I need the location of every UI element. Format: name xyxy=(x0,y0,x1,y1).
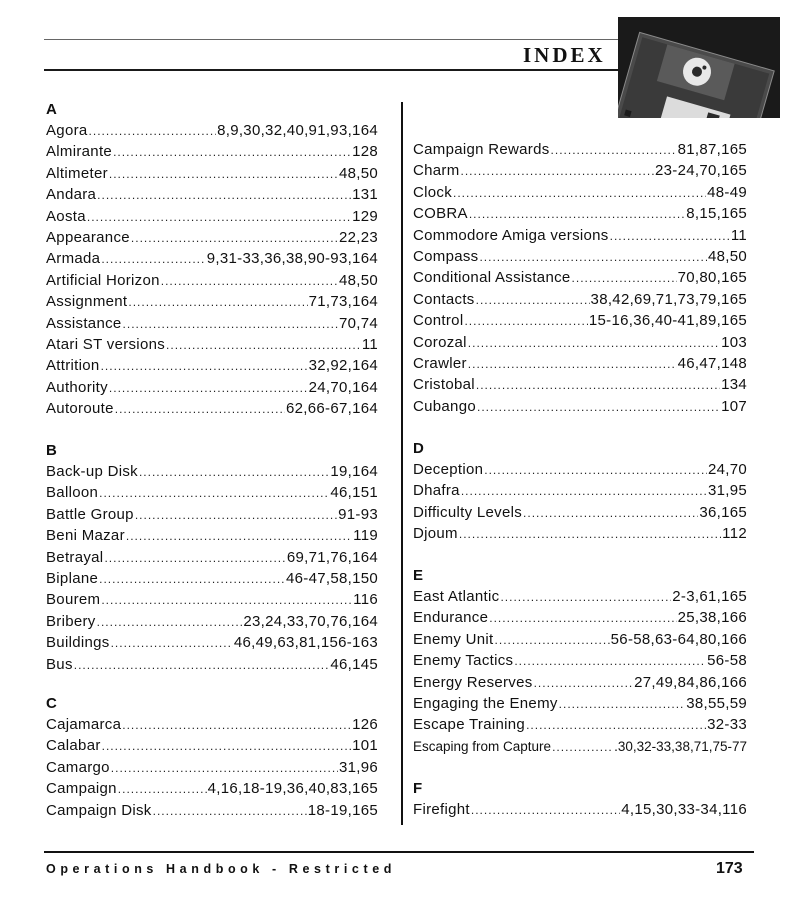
dot-leader xyxy=(523,503,698,524)
dot-leader xyxy=(572,268,677,289)
index-entry xyxy=(46,735,378,756)
index-entry xyxy=(413,203,747,224)
entry-pages: 48,50 xyxy=(707,247,747,265)
dot-leader xyxy=(552,737,613,758)
index-entry xyxy=(413,523,747,544)
index-entry xyxy=(46,547,378,568)
dot-leader xyxy=(534,673,634,694)
index-entry xyxy=(413,693,747,714)
index-entry xyxy=(413,629,747,650)
dot-leader xyxy=(131,228,338,249)
section-letter: C xyxy=(46,695,57,712)
entry-term: Betrayal xyxy=(46,548,104,566)
section-letter: F xyxy=(413,780,423,797)
entry-pages: 9,31-33,36,38,90-93,164 xyxy=(206,250,378,268)
dot-leader xyxy=(476,290,590,311)
dot-leader xyxy=(551,140,677,161)
index-entry xyxy=(46,525,378,546)
dot-leader xyxy=(113,142,351,163)
index-entry xyxy=(46,184,378,205)
entry-term: Commodore Amiga versions xyxy=(413,226,609,244)
entry-pages: 48,50 xyxy=(338,164,378,182)
entry-term: Calabar xyxy=(46,737,101,755)
entry-pages: 46-47,58,150 xyxy=(285,569,378,587)
dot-leader xyxy=(123,314,338,335)
index-entry xyxy=(413,799,747,820)
dot-leader xyxy=(461,161,654,182)
entry-pages: 91-93 xyxy=(338,505,378,523)
dot-leader xyxy=(87,207,351,228)
entry-pages: 15-16,36,40-41,89,165 xyxy=(588,312,747,330)
entry-pages: 71,73,164 xyxy=(308,293,378,311)
entry-pages: 11 xyxy=(361,335,378,353)
entry-pages: 81,87,165 xyxy=(677,141,747,158)
entry-term: COBRA xyxy=(413,205,468,223)
dot-leader xyxy=(109,378,308,399)
index-section xyxy=(413,778,747,820)
entry-pages: 116 xyxy=(353,591,378,609)
entry-pages: 112 xyxy=(722,525,747,543)
entry-term: Campaign Disk xyxy=(46,801,152,819)
dot-leader xyxy=(101,590,352,611)
dot-leader xyxy=(469,204,685,225)
dot-leader xyxy=(610,226,730,247)
entry-term: Escape Training xyxy=(413,716,526,734)
entry-term: East Atlantic xyxy=(413,588,500,605)
entry-pages: 8,15,165 xyxy=(686,205,747,223)
entry-term: Endurance xyxy=(413,609,489,627)
dot-leader xyxy=(468,333,720,354)
entry-term: Agora xyxy=(46,122,88,139)
index-entry xyxy=(46,482,378,503)
entry-pages: 46,145 xyxy=(330,655,378,673)
entry-term: Contacts xyxy=(413,290,475,308)
entry-pages: 134 xyxy=(721,376,747,394)
index-entry xyxy=(413,310,747,331)
entry-pages: 18-19,165 xyxy=(307,801,378,819)
entry-term: Clock xyxy=(413,183,453,201)
index-entry xyxy=(413,139,747,160)
index-entry xyxy=(413,480,747,501)
dot-leader xyxy=(468,354,677,375)
entry-term: Back-up Disk xyxy=(46,463,138,480)
index-entry xyxy=(413,736,747,757)
entry-term: Armada xyxy=(46,250,101,268)
entry-pages: 128 xyxy=(352,143,378,161)
index-section xyxy=(46,440,378,675)
index-entry xyxy=(413,225,747,246)
entry-term: Almirante xyxy=(46,143,113,161)
dot-leader xyxy=(126,526,352,547)
index-entry xyxy=(46,291,378,312)
dot-leader xyxy=(128,292,307,313)
dot-leader xyxy=(477,397,720,418)
entry-term: Enemy Tactics xyxy=(413,652,514,670)
dot-leader xyxy=(102,736,351,757)
index-entry xyxy=(413,502,747,523)
dot-leader xyxy=(139,462,329,483)
index-entry xyxy=(413,714,747,735)
entry-term: Assignment xyxy=(46,293,128,311)
dot-leader xyxy=(559,694,686,715)
entry-term: Battle Group xyxy=(46,505,134,523)
index-entry xyxy=(46,120,378,141)
section-letter: A xyxy=(46,101,57,118)
index-entry xyxy=(46,248,378,269)
section-letter: E xyxy=(413,567,424,584)
entry-pages: 46,47,148 xyxy=(677,354,747,372)
dot-leader xyxy=(104,548,285,569)
dot-leader xyxy=(101,249,205,270)
entry-pages: 11 xyxy=(730,226,747,244)
entry-term: Enemy Unit xyxy=(413,630,494,648)
entry-term: Atari ST versions xyxy=(46,335,166,353)
entry-term: Autoroute xyxy=(46,400,114,418)
dot-leader xyxy=(464,311,587,332)
index-entry xyxy=(413,374,747,395)
index-entry xyxy=(46,334,378,355)
index-entry xyxy=(46,227,378,248)
index-entry xyxy=(413,607,747,628)
entry-pages: 24,70,164 xyxy=(308,378,378,396)
index-entry xyxy=(46,611,378,632)
entry-pages: 4,16,18-19,36,40,83,165 xyxy=(207,780,378,798)
index-entry xyxy=(46,714,378,735)
index-entry xyxy=(413,332,747,353)
entry-term: Difficulty Levels xyxy=(413,503,523,521)
entry-pages: 32,92,164 xyxy=(308,357,378,375)
dot-leader xyxy=(453,183,706,204)
index-title: INDEX xyxy=(523,43,606,67)
entry-pages: 38,42,69,71,73,79,165 xyxy=(590,290,747,308)
entry-term: Deception xyxy=(413,461,484,478)
entry-term: Bus xyxy=(46,655,73,673)
entry-pages: 48-49 xyxy=(707,183,747,201)
entry-pages: 24,70 xyxy=(707,461,747,478)
index-entry xyxy=(46,800,378,821)
entry-pages: 103 xyxy=(721,333,747,351)
index-entry xyxy=(46,778,378,799)
index-entry xyxy=(413,160,747,181)
dot-leader xyxy=(489,608,676,629)
index-entry xyxy=(413,459,747,480)
entry-term: Charm xyxy=(413,162,460,180)
index-entry xyxy=(413,672,747,693)
dot-leader xyxy=(122,715,351,736)
entry-pages: 23-24,70,165 xyxy=(654,162,747,180)
entry-pages: 101 xyxy=(352,737,378,755)
entry-term: Corozal xyxy=(413,333,467,351)
header-rule-bottom xyxy=(44,69,619,71)
entry-pages: 56-58 xyxy=(707,652,747,670)
entry-term: Aosta xyxy=(46,207,86,225)
entry-pages: 62,66-67,164 xyxy=(285,400,378,418)
index-section xyxy=(46,99,378,419)
entry-term: Djoum xyxy=(413,525,458,543)
dot-leader xyxy=(153,801,307,822)
entry-pages: 126 xyxy=(352,716,378,733)
index-entry xyxy=(46,398,378,419)
index-section xyxy=(413,139,747,417)
dot-leader xyxy=(115,399,285,420)
dot-leader xyxy=(111,633,233,654)
index-section xyxy=(413,565,747,757)
entry-term: Energy Reserves xyxy=(413,673,533,691)
index-entry xyxy=(46,355,378,376)
entry-pages: 25,38,166 xyxy=(677,609,747,627)
dot-leader xyxy=(99,569,285,590)
index-entry xyxy=(46,141,378,162)
dot-leader xyxy=(97,612,243,633)
entry-pages: 69,71,76,164 xyxy=(286,548,378,566)
column-divider xyxy=(401,102,403,825)
index-entry xyxy=(413,267,747,288)
entry-pages: 107 xyxy=(721,397,747,415)
dot-leader xyxy=(471,800,620,821)
entry-term: Conditional Assistance xyxy=(413,269,571,287)
index-entry xyxy=(413,246,747,267)
index-entry xyxy=(46,632,378,653)
footer-title: Operations Handbook - Restricted xyxy=(46,862,397,876)
entry-term: Buildings xyxy=(46,634,110,652)
entry-pages: 48,50 xyxy=(338,271,378,289)
entry-pages: 31,95 xyxy=(707,482,747,500)
dot-leader xyxy=(99,483,329,504)
dot-leader xyxy=(526,715,706,736)
entry-term: Beni Mazar xyxy=(46,527,125,545)
dot-leader xyxy=(479,247,706,268)
entry-pages: 23,24,33,70,76,164 xyxy=(243,612,378,630)
dot-leader xyxy=(135,505,337,526)
dot-leader xyxy=(111,758,338,779)
index-entry xyxy=(46,654,378,675)
index-entry xyxy=(413,650,747,671)
entry-term: Escaping from Capture xyxy=(413,738,552,754)
entry-pages: 129 xyxy=(352,207,378,225)
entry-term: Bourem xyxy=(46,591,101,609)
entry-term: Compass xyxy=(413,247,479,265)
index-entry xyxy=(46,313,378,334)
entry-term: Assistance xyxy=(46,314,122,332)
entry-term: Crawler xyxy=(413,354,467,372)
index-entry xyxy=(46,163,378,184)
dot-leader xyxy=(484,460,707,481)
dot-leader xyxy=(89,121,217,142)
dot-leader xyxy=(495,630,610,651)
dot-leader xyxy=(461,481,707,502)
entry-term: Appearance xyxy=(46,228,130,246)
entry-pages: 131 xyxy=(352,186,378,204)
entry-term: Dhafra xyxy=(413,482,460,500)
entry-pages: 46,151 xyxy=(330,484,378,502)
entry-term: Altimeter xyxy=(46,164,108,182)
index-entry xyxy=(413,182,747,203)
entry-term: Cristobal xyxy=(413,376,475,394)
section-letter: D xyxy=(413,440,424,457)
entry-pages: 2-3,61,165 xyxy=(672,588,747,605)
dot-leader xyxy=(161,271,338,292)
entry-term: Cajamarca xyxy=(46,716,122,733)
entry-pages: 56-58,63-64,80,166 xyxy=(610,630,747,648)
dot-leader xyxy=(74,655,330,676)
index-entry xyxy=(46,206,378,227)
dot-leader xyxy=(500,587,671,608)
entry-term: Cubango xyxy=(413,397,476,415)
index-entry xyxy=(46,757,378,778)
index-entry xyxy=(46,461,378,482)
entry-term: Campaign Rewards xyxy=(413,141,550,158)
entry-pages: 27,49,84,86,166 xyxy=(634,673,747,691)
entry-term: Artificial Horizon xyxy=(46,271,160,289)
index-entry xyxy=(413,396,747,417)
index-entry xyxy=(413,353,747,374)
dot-leader xyxy=(514,651,706,672)
entry-term: Bribery xyxy=(46,612,96,630)
header-rule-top xyxy=(44,39,624,40)
index-entry xyxy=(46,377,378,398)
entry-pages: 119 xyxy=(353,527,378,545)
index-entry xyxy=(46,568,378,589)
index-section xyxy=(46,693,378,821)
index-entry xyxy=(413,289,747,310)
entry-term: Engaging the Enemy xyxy=(413,694,558,712)
entry-pages: .30,32-33,38,71,75-77 xyxy=(614,738,747,754)
entry-pages: 46,49,63,81,156-163 xyxy=(233,634,378,652)
dot-leader xyxy=(476,375,720,396)
dot-leader xyxy=(118,779,207,800)
entry-term: Balloon xyxy=(46,484,99,502)
floppy-disk-icon xyxy=(618,17,780,118)
entry-term: Control xyxy=(413,312,464,330)
index-entry xyxy=(46,270,378,291)
entry-pages: 32-33 xyxy=(707,716,747,734)
dot-leader xyxy=(109,164,338,185)
entry-pages: 4,15,30,33-34,116 xyxy=(621,801,747,818)
entry-pages: 38,55,59 xyxy=(686,694,747,712)
entry-pages: 31,96 xyxy=(338,758,378,776)
entry-term: Campaign xyxy=(46,780,117,798)
footer-rule xyxy=(44,851,754,853)
index-entry xyxy=(413,586,747,607)
dot-leader xyxy=(97,185,351,206)
dot-leader xyxy=(166,335,361,356)
entry-term: Camargo xyxy=(46,758,110,776)
entry-pages: 19,164 xyxy=(330,463,378,480)
entry-term: Biplane xyxy=(46,569,99,587)
index-entry xyxy=(46,589,378,610)
entry-term: Andara xyxy=(46,186,97,204)
entry-pages: 70,80,165 xyxy=(677,269,747,287)
section-letter: B xyxy=(46,442,57,459)
entry-pages: 22,23 xyxy=(338,228,378,246)
entry-term: Firefight xyxy=(413,801,470,818)
dot-leader xyxy=(459,524,721,545)
index-section xyxy=(413,438,747,545)
index-entry xyxy=(46,504,378,525)
page-number: 173 xyxy=(716,860,743,877)
entry-pages: 36,165 xyxy=(699,503,747,521)
entry-term: Authority xyxy=(46,378,108,396)
entry-pages: 70,74 xyxy=(338,314,378,332)
entry-pages: 8,9,30,32,40,91,93,164 xyxy=(217,122,378,139)
dot-leader xyxy=(101,356,308,377)
entry-term: Attrition xyxy=(46,357,100,375)
